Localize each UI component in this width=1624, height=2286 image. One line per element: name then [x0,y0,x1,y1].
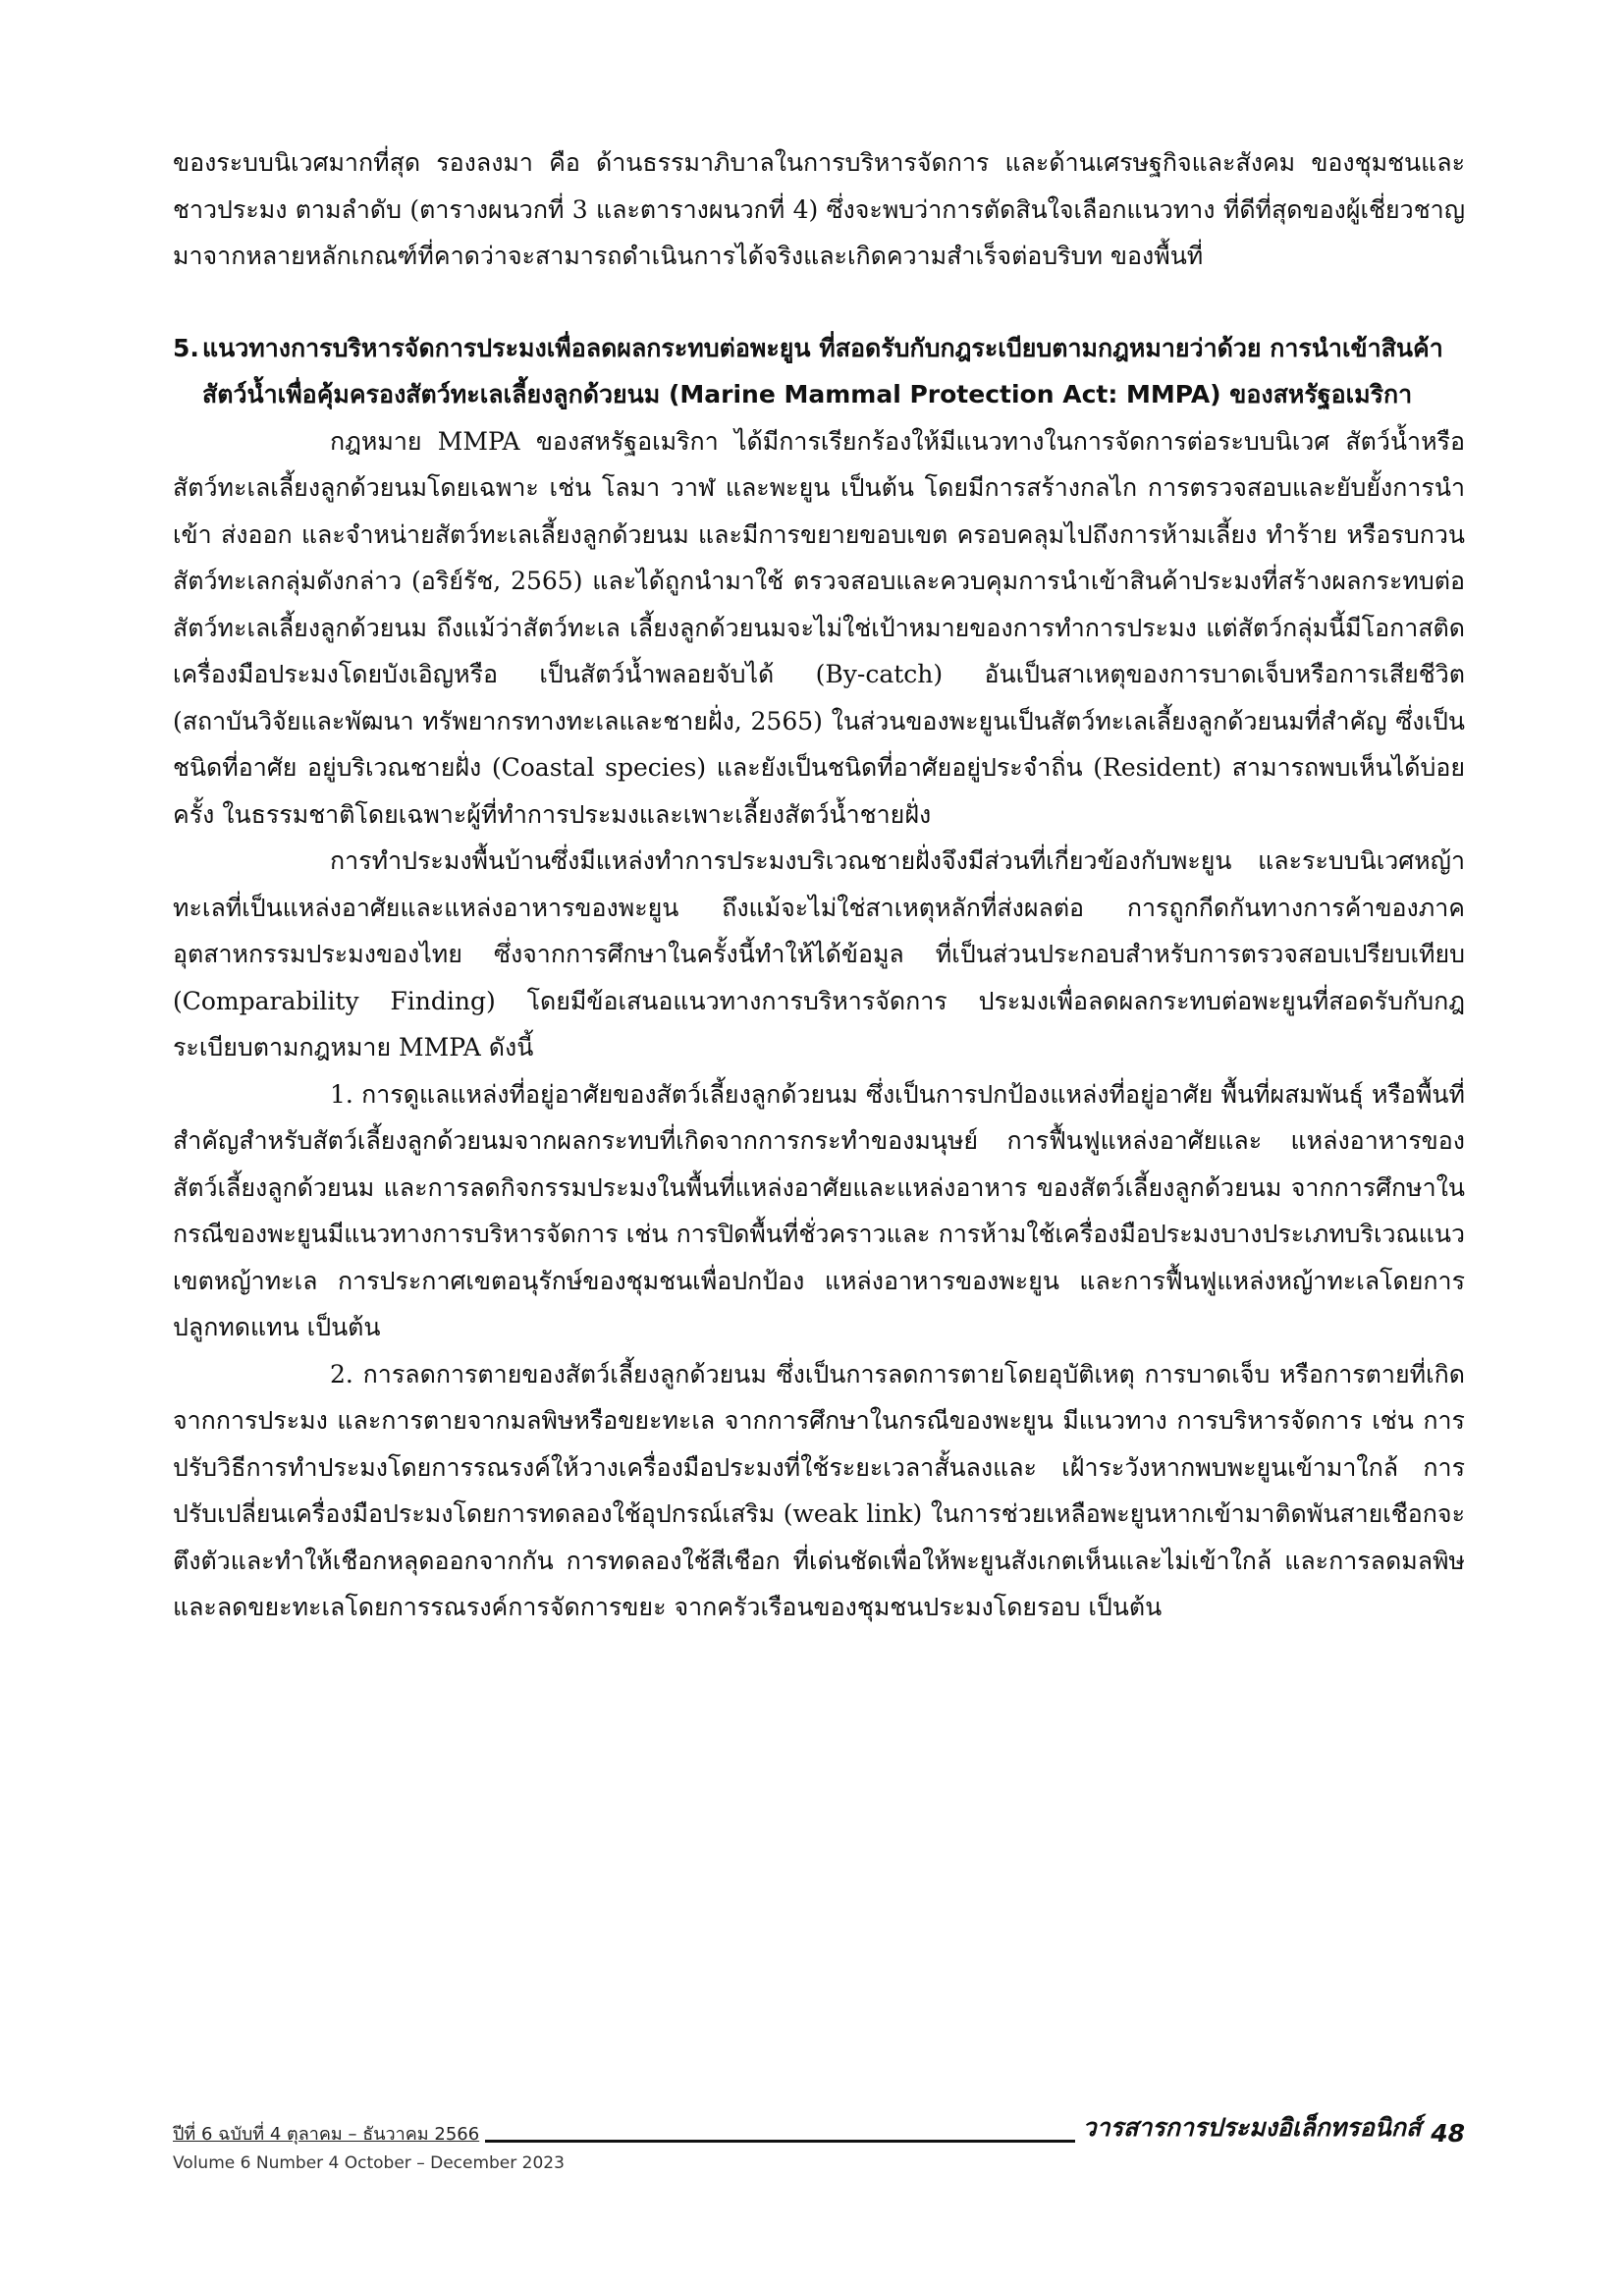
section-heading [173,325,1465,418]
main-content [173,139,1465,1631]
footer-top-row [173,2113,1465,2148]
page-footer [173,2113,1465,2177]
paragraph-mmpa: กฎหมาย MMPA ของสหรัฐอเมริกา ได้มีการเรียกร้องให้มีแนวทางในการจัดการต่อระบบนิเวศ สัตว์น้ำหรือสัตว์ทะเลเลี้ยงลูกด้วยนมโดยเฉพาะ เช่น โลมา วาฬ และพะยูน เป็นต้น โดยมีการสร้างกลไก การตรวจสอบและยับยั้งการนำเข้า ส่งออก และจำหน่ายสัตว์ทะเลเลี้ยงลูกด้วยนม และมีการขยายขอบเขต ครอบคลุมไปถึงการห้ามเลี้ยง ทำร้าย หรือรบกวนสัตว์ทะเลกลุ่มดังกล่าว (อริย์รัช, 2565) และได้ถูกนำมาใช้ ตรวจสอบและควบคุมการนำเข้าสินค้าประมงที่สร้างผลกระทบต่อสัตว์ทะเลเลี้ยงลูกด้วยนม ถึงแม้ว่าสัตว์ทะเล เลี้ยงลูกด้วยนมจะไม่ใช่เป้าหมายของการทำการประมง แต่สัตว์กลุ่มนี้มีโอกาสติดเครื่องมือประมงโดยบังเอิญหรือ เป็นสัตว์น้ำพลอยจับได้ (By-catch) อันเป็นสาเหตุของการบาดเจ็บหรือการเสียชีวิต (สถาบันวิจัยและพัฒนา ทรัพยากรทางทะเลและชายฝั่ง, 2565) ในส่วนของพะยูนเป็นสัตว์ทะเลเลี้ยงลูกด้วยนมที่สำคัญ ซึ่งเป็นชนิดที่อาศัย อยู่บริเวณชายฝั่ง (Coastal species) และยังเป็นชนิดที่อาศัยอยู่ประจำถิ่น (Resident) สามารถพบเห็นได้บ่อยครั้ง ในธรรมชาติโดยเฉพาะผู้ที่ทำการประมงและเพาะเลี้ยงสัตว์น้ำชายฝั่ง [173,426,1465,829]
footer-issue-thai: ปีที่ 6 ฉบับที่ 4 ตุลาคม – ธันวาคม 2566 [173,2124,480,2145]
footer-divider [485,2140,1074,2143]
footer-journal-name: วารสารการประมงอิเล็กทรอนิกส์ [1082,2113,1422,2142]
footer-issue-english: Volume 6 Number 4 October – December 2023 [173,2153,565,2173]
paragraph-artisanal-fishery: การทำประมงพื้นบ้านซึ่งมีแหล่งทำการประมงบริเวณชายฝั่งจึงมีส่วนที่เกี่ยวข้องกับพะยูน และระบบนิเวศหญ้าทะเลที่เป็นแหล่งอาศัยและแหล่งอาหารของพะยูน ถึงแม้จะไม่ใช่สาเหตุหลักที่ส่งผลต่อ การถูกกีดกันทางการค้าของภาคอุตสาหกรรมประมงของไทย ซึ่งจากการศึกษาในครั้งนี้ทำให้ได้ข้อมูล ที่เป็นส่วนประกอบสำหรับการตรวจสอบเปรียบเทียบ (Comparability Finding) โดยมีข้อเสนอแนวทางการบริหารจัดการ ประมงเพื่อลดผลกระทบต่อพะยูนที่สอดรับกับกฎระเบียบตามกฎหมาย MMPA ดังนี้ [173,846,1465,1061]
section-title: แนวทางการบริหารจัดการประมงเพื่อลดผลกระทบต่อพะยูน ที่สอดรับกับกฎระเบียบตามกฎหมายว่าด้วย การนำเข้าสินค้าสัตว์น้ำเพื่อคุ้มครองสัตว์ทะเลเลี้ยงลูกด้วยนม (Marine Mammal Protection Act: MMPA) ของสหรัฐอเมริกา [202,333,1443,408]
section-number: 5. [173,333,199,362]
paragraph-habitat-care: 1. การดูแลแหล่งที่อยู่อาศัยของสัตว์เลี้ยงลูกด้วยนม ซึ่งเป็นการปกป้องแหล่งที่อยู่อาศัย พื้นที่ผสมพันธุ์ หรือพื้นที่สำคัญสำหรับสัตว์เลี้ยงลูกด้วยนมจากผลกระทบที่เกิดจากการกระทำของมนุษย์ การฟื้นฟูแหล่งอาศัยและ แหล่งอาหารของสัตว์เลี้ยงลูกด้วยนม และการลดกิจกรรมประมงในพื้นที่แหล่งอาศัยและแหล่งอาหาร ของสัตว์เลี้ยงลูกด้วยนม จากการศึกษาในกรณีของพะยูนมีแนวทางการบริหารจัดการ เช่น การปิดพื้นที่ชั่วคราวและ การห้ามใช้เครื่องมือประมงบางประเภทบริเวณแนวเขตหญ้าทะเล การประกาศเขตอนุรักษ์ของชุมชนเพื่อปกป้อง แหล่งอาหารของพะยูน และการฟื้นฟูแหล่งหญ้าทะเลโดยการปลูกทดแทน เป็นต้น [173,1079,1465,1341]
paragraph-mortality-reduction: 2. การลดการตายของสัตว์เลี้ยงลูกด้วยนม ซึ่งเป็นการลดการตายโดยอุบัติเหตุ การบาดเจ็บ หรือการตายที่เกิดจากการประมง และการตายจากมลพิษหรือขยะทะเล จากการศึกษาในกรณีของพะยูน มีแนวทาง การบริหารจัดการ เช่น การปรับวิธีการทำประมงโดยการรณรงค์ให้วางเครื่องมือประมงที่ใช้ระยะเวลาสั้นลงและ เฝ้าระวังหากพบพะยูนเข้ามาใกล้ การปรับเปลี่ยนเครื่องมือประมงโดยการทดลองใช้อุปกรณ์เสริม (weak link) ในการช่วยเหลือพะยูนหากเข้ามาติดพันสายเชือกจะตึงตัวและทำให้เชือกหลุดออกจากกัน การทดลองใช้สีเชือก ที่เด่นชัดเพื่อให้พะยูนสังเกตเห็นและไม่เข้าใกล้ และการลดมลพิษและลดขยะทะเลโดยการรณรงค์การจัดการขยะ จากครัวเรือนของชุมชนประมงโดยรอบ เป็นต้น [173,1359,1465,1621]
page-number: 48 [1431,2119,1465,2148]
intro-paragraph: ของระบบนิเวศมากที่สุด รองลงมา คือ ด้านธรรมาภิบาลในการบริหารจัดการ และด้านเศรษฐกิจและสังคม ของชุมชนและชาวประมง ตามลำดับ (ตารางผนวกที่ 3 และตารางผนวกที่ 4) ซึ่งจะพบว่าการตัดสินใจเลือกแนวทาง ที่ดีที่สุดของผู้เชี่ยวชาญมาจากหลายหลักเกณฑ์ที่คาดว่าจะสามารถดำเนินการได้จริงและเกิดความสำเร็จต่อบริบท ของพื้นที่ [173,148,1465,270]
